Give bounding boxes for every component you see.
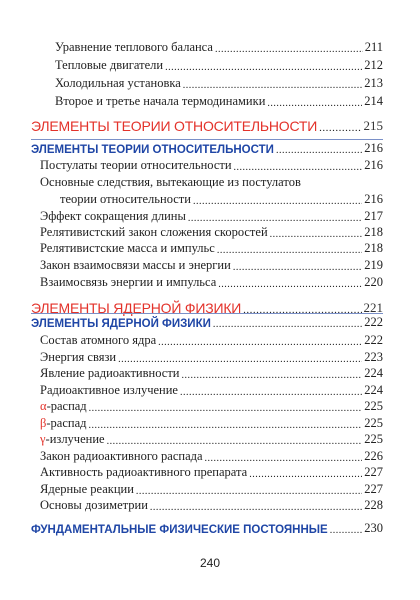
toc-entry-label: Явление радиоактивности [40, 366, 180, 380]
leader-dots [88, 421, 362, 431]
toc-entry [0, 398, 420, 414]
gamma-symbol: γ [40, 432, 46, 446]
section-title: ЭЛЕМЕНТЫ ЯДЕРНОЙ ФИЗИКИ [31, 318, 211, 330]
toc-entry [0, 464, 420, 480]
toc-entry [0, 497, 420, 513]
chapter-heading [0, 116, 420, 134]
leader-dots [267, 99, 362, 109]
toc-entry [0, 431, 420, 447]
toc-entry-page: 223 [364, 350, 383, 364]
toc-entry [0, 191, 420, 207]
toc-entry-page: 224 [364, 366, 383, 380]
leader-dots [233, 263, 362, 273]
leader-dots [181, 371, 362, 381]
leader-dots [330, 526, 363, 536]
radiation-label: -излучение [45, 432, 105, 446]
toc-entry-page: 227 [364, 465, 383, 479]
section-page: 230 [364, 521, 383, 535]
chapter-page: 221 [363, 300, 383, 315]
leader-dots [213, 320, 362, 330]
leader-dots [136, 487, 362, 497]
toc-entry-page: 211 [364, 40, 383, 54]
toc-entry-label: Холодильная установка [55, 76, 181, 90]
page-number: 240 [199, 556, 221, 570]
toc-entry [0, 208, 420, 224]
toc-entry-page: 217 [364, 209, 383, 223]
toc-entry-label: теории относительности [60, 192, 191, 206]
section-heading [0, 140, 420, 156]
toc-entry-page: 225 [364, 399, 383, 413]
toc-entry-label: Эффект сокращения длины [40, 209, 186, 223]
decay-label: -распад [46, 399, 87, 413]
toc-entry [0, 448, 420, 464]
toc-entry-page: 218 [364, 241, 383, 255]
chapter-title: ЭЛЕМЕНТЫ ЯДЕРНОЙ ФИЗИКИ [31, 300, 242, 316]
leader-dots [165, 63, 362, 73]
toc-entry-label: Постулаты теории относительности [40, 158, 232, 172]
toc-entry [0, 93, 420, 109]
leader-dots [89, 404, 363, 414]
section-title: ФУНДАМЕНТАЛЬНЫЕ ФИЗИЧЕСКИЕ ПОСТОЯННЫЕ [31, 524, 328, 536]
leader-dots [217, 246, 362, 256]
leader-dots [249, 470, 362, 480]
alpha-symbol: α [40, 399, 47, 413]
toc-entry-label: Второе и третье начала термодинамики [55, 94, 266, 108]
section-page: 216 [364, 141, 383, 155]
toc-entry-page: 227 [364, 482, 383, 496]
leader-dots [107, 437, 363, 447]
toc-entry-page: 226 [364, 449, 383, 463]
toc-entry [0, 257, 420, 273]
section-heading [0, 314, 420, 330]
toc-entry-label: Закон радиоактивного распада [40, 449, 203, 463]
toc-entry [0, 39, 420, 55]
decay-label: -распад [46, 416, 87, 430]
toc-entry-page: 222 [364, 333, 383, 347]
leader-dots [180, 388, 362, 398]
toc-entry-label: Состав атомного ядра [40, 333, 157, 347]
toc-entry-label: Ядерные реакции [40, 482, 134, 496]
toc-entry [0, 415, 420, 431]
toc-entry-page: 219 [364, 258, 383, 272]
toc-entry-label [40, 416, 86, 431]
toc-entry-page: 218 [364, 225, 383, 239]
toc-entry [0, 157, 420, 173]
section-heading [0, 520, 420, 536]
toc-entry-label: Закон взаимосвязи массы и энергии [40, 258, 231, 272]
leader-dots [118, 355, 362, 365]
section-title: ЭЛЕМЕНТЫ ТЕОРИИ ОТНОСИТЕЛЬНОСТИ [31, 144, 274, 156]
leader-dots [276, 146, 362, 156]
toc-entry-label: Релятивистские масса и импульс [40, 241, 215, 255]
toc-entry-page: 225 [364, 432, 383, 446]
toc-entry [0, 349, 420, 365]
toc-entry [0, 365, 420, 381]
toc-entry-label: Взаимосвязь энергии и импульса [40, 275, 217, 289]
leader-dots [270, 230, 363, 240]
toc-entry-page: 224 [364, 383, 383, 397]
leader-dots [188, 214, 362, 224]
leader-dots [215, 45, 363, 55]
chapter-page: 215 [363, 118, 383, 133]
toc-entry-label: Релятивистский закон сложения скоростей [40, 225, 268, 239]
toc-entry-page: 216 [364, 158, 383, 172]
toc-entry [0, 174, 420, 190]
toc-entry-label: Основы дозиметрии [40, 498, 148, 512]
toc-entry-label: Радиоактивное излучение [40, 383, 178, 397]
leader-dots [183, 81, 362, 91]
toc-entry-label: Уравнение теплового баланса [55, 40, 213, 54]
toc-entry-label: Тепловые двигатели [55, 58, 164, 72]
toc-entry-page: 213 [364, 76, 383, 90]
toc-entry-label: Активность радиоактивного препарата [40, 465, 248, 479]
leader-dots [150, 503, 362, 513]
chapter-title: ЭЛЕМЕНТЫ ТЕОРИИ ОТНОСИТЕЛЬНОСТИ [31, 118, 318, 134]
leader-dots [319, 123, 361, 134]
toc-entry-page: 216 [364, 192, 383, 206]
leader-dots [234, 163, 363, 173]
toc-entry [0, 332, 420, 348]
toc-entry [0, 57, 420, 73]
toc-entry-label [40, 399, 87, 414]
toc-entry [0, 224, 420, 240]
toc-entry [0, 274, 420, 290]
toc-entry-page: 220 [364, 275, 383, 289]
leader-dots [193, 197, 362, 207]
section-page: 222 [364, 315, 383, 329]
leader-dots [205, 454, 363, 464]
beta-symbol: β [40, 416, 47, 430]
leader-dots [158, 338, 362, 348]
toc-entry [0, 240, 420, 256]
toc-entry-page: 212 [364, 58, 383, 72]
leader-dots [218, 280, 362, 290]
toc-entry [0, 382, 420, 398]
toc-entry [0, 75, 420, 91]
toc-entry-label [40, 432, 105, 447]
toc-entry-label: Энергия связи [40, 350, 117, 364]
toc-entry [0, 481, 420, 497]
toc-entry-label: Основные следствия, вытекающие из постулатов [40, 175, 301, 189]
toc-entry-page: 228 [364, 498, 383, 512]
toc-entry-page: 225 [364, 416, 383, 430]
toc-entry-page: 214 [364, 94, 383, 108]
